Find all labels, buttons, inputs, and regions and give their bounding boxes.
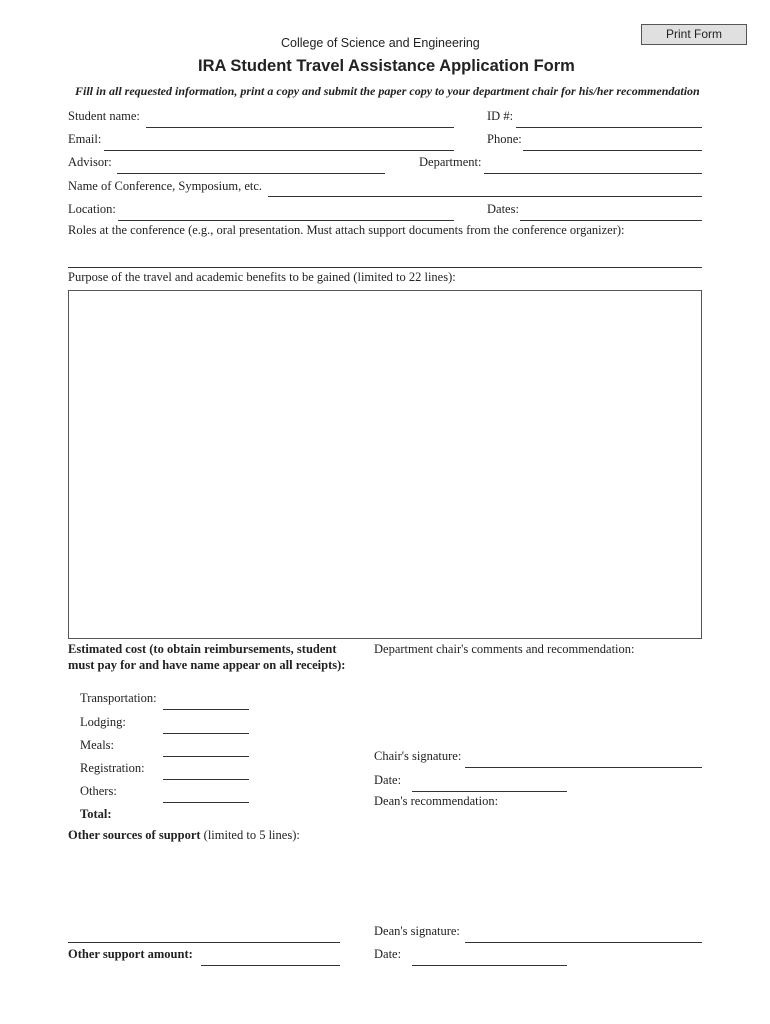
- other-sources-label: Other sources of support (limited to 5 lines):: [68, 828, 300, 842]
- purpose-textarea[interactable]: [68, 290, 702, 639]
- other-sources-field[interactable]: [68, 942, 340, 943]
- dean-date-field[interactable]: [412, 965, 567, 966]
- chair-comments-label: Department chair's comments and recommendation:: [374, 642, 635, 656]
- student-name-label: Student name:: [68, 109, 140, 123]
- others-field[interactable]: [163, 802, 249, 803]
- email-field[interactable]: [104, 150, 454, 151]
- location-field[interactable]: [118, 220, 454, 221]
- email-label: Email:: [68, 132, 102, 146]
- chair-signature-label: Chair's signature:: [374, 749, 462, 763]
- meals-field[interactable]: [163, 756, 249, 757]
- dean-signature-field[interactable]: [465, 942, 702, 943]
- id-label: ID #:: [487, 109, 514, 123]
- student-name-field[interactable]: [146, 127, 454, 128]
- phone-field[interactable]: [523, 150, 702, 151]
- conference-label: Name of Conference, Symposium, etc.: [68, 179, 263, 193]
- dean-signature-label: Dean's signature:: [374, 924, 460, 938]
- roles-label: Roles at the conference (e.g., oral presentation. Must attach support documents from the conference organizer):: [68, 223, 625, 237]
- other-support-amount-field[interactable]: [201, 965, 340, 966]
- chair-date-label: Date:: [374, 773, 402, 787]
- registration-field[interactable]: [163, 779, 249, 780]
- meals-label: Meals:: [80, 738, 115, 752]
- chair-date-field[interactable]: [412, 791, 567, 792]
- phone-label: Phone:: [487, 132, 522, 146]
- other-support-amount-label: Other support amount:: [68, 947, 193, 961]
- cost-heading-line2: must pay for and have name appear on all receipts):: [68, 658, 346, 672]
- transportation-field[interactable]: [163, 709, 249, 710]
- dates-label: Dates:: [487, 202, 519, 216]
- lodging-field[interactable]: [163, 733, 249, 734]
- cost-heading-line1: Estimated cost (to obtain reimbursements, student: [68, 642, 337, 656]
- advisor-label: Advisor:: [68, 155, 112, 169]
- chair-signature-field[interactable]: [465, 767, 702, 768]
- advisor-field[interactable]: [117, 173, 385, 174]
- print-form-button[interactable]: Print Form: [641, 24, 747, 45]
- dates-field[interactable]: [520, 220, 702, 221]
- department-field[interactable]: [484, 173, 702, 174]
- dean-recommendation-label: Dean's recommendation:: [374, 794, 499, 808]
- roles-field[interactable]: [68, 267, 702, 268]
- purpose-label: Purpose of the travel and academic benefits to be gained (limited to 22 lines):: [68, 270, 456, 284]
- dean-date-label: Date:: [374, 947, 402, 961]
- lodging-label: Lodging:: [80, 715, 126, 729]
- conference-field[interactable]: [268, 196, 702, 197]
- department-label: Department:: [419, 155, 482, 169]
- total-label: Total:: [80, 807, 112, 821]
- id-field[interactable]: [516, 127, 702, 128]
- transportation-label: Transportation:: [80, 691, 157, 705]
- registration-label: Registration:: [80, 761, 145, 775]
- others-label: Others:: [80, 784, 117, 798]
- location-label: Location:: [68, 202, 116, 216]
